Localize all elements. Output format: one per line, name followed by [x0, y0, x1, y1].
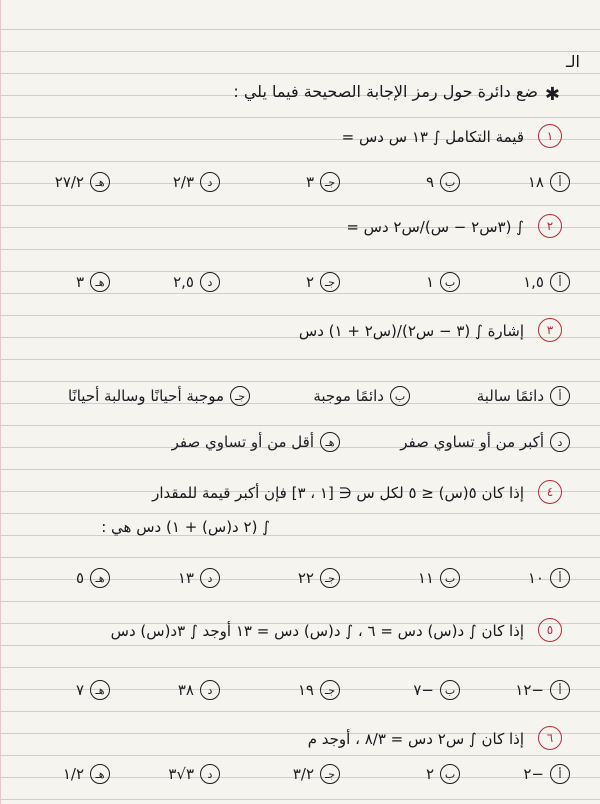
q6-option-1[interactable] — [523, 764, 570, 784]
question-number: ٦ — [538, 726, 562, 750]
question-1-stem: قيمة التكامل ∫ ١٣ س دس = — [341, 128, 524, 146]
option-letter-circle: ب — [440, 272, 460, 292]
question-6-stem: إذا كان ∫ س٢ دس = ٨/٣ ، أوجد م — [307, 730, 524, 748]
bullet-star-icon: ✱ — [544, 84, 560, 105]
option-letter-circle: أ — [550, 172, 570, 192]
q6-option-2[interactable] — [426, 764, 460, 784]
option-value: ٧ — [75, 681, 84, 699]
q6-option-4[interactable] — [168, 764, 220, 784]
option-text: موجبة أحيانًا وسالبة أحيانًا — [67, 387, 224, 405]
q5-option-5[interactable] — [76, 680, 110, 700]
option-text: أكبر من أو تساوي صفر — [400, 433, 544, 451]
q3-option-a[interactable] — [477, 386, 570, 406]
option-letter-circle: أ — [550, 764, 570, 784]
q3-option-b[interactable] — [313, 386, 410, 406]
question-number: ٤ — [538, 480, 562, 504]
margin-line — [0, 0, 1, 804]
option-value: ٣٨ — [177, 681, 194, 699]
q1-option-3[interactable] — [306, 172, 340, 192]
option-letter-circle: د — [200, 764, 220, 784]
option-text: دائمًا موجبة — [313, 387, 384, 405]
option-letter-circle: هـ — [320, 432, 340, 452]
question-4-line2: ∫ (٢ د(س) + ١) دس هي : — [101, 518, 270, 536]
question-number: ٢ — [538, 214, 562, 238]
option-value: ١١ — [417, 569, 434, 587]
q1-option-2[interactable] — [426, 172, 460, 192]
question-number: ١ — [538, 124, 562, 148]
option-letter-circle: د — [200, 680, 220, 700]
option-value: ٢ — [425, 765, 434, 783]
option-letter-circle: ب — [440, 680, 460, 700]
question-number: ٣ — [538, 318, 562, 342]
option-value: ٢/٣ — [172, 173, 194, 191]
option-letter-circle: د — [200, 568, 220, 588]
option-letter-circle: ب — [440, 764, 460, 784]
option-letter-circle: د — [200, 172, 220, 192]
q4-option-3[interactable] — [298, 568, 340, 588]
option-letter-circle: أ — [550, 386, 570, 406]
option-letter-circle: جـ — [320, 272, 340, 292]
q5-option-1[interactable] — [515, 680, 570, 700]
q2-option-4[interactable] — [173, 272, 220, 292]
option-value: ٥ — [75, 569, 84, 587]
option-letter-circle: هـ — [90, 272, 110, 292]
q3-option-e[interactable] — [172, 432, 340, 452]
question-2-stem: ∫ (٣س٢ − س)/س٢ دس = — [346, 218, 524, 236]
question-4-line1: إذا كان ٥(س) ≤ ٥ لكل س ∈ [١ ، ٣] فإن أكبر قيمة للمقدار — [152, 484, 524, 502]
option-letter-circle: جـ — [320, 680, 340, 700]
option-value: ١٣ — [177, 569, 194, 587]
option-value: −٧ — [413, 681, 434, 699]
q2-option-2[interactable] — [426, 272, 460, 292]
option-letter-circle: هـ — [90, 680, 110, 700]
option-value: ١٠ — [527, 569, 544, 587]
option-value: ١,٥ — [523, 273, 544, 291]
q4-option-1[interactable] — [528, 568, 570, 588]
option-value: ٢,٥ — [173, 273, 194, 291]
option-value: ٩ — [425, 173, 434, 191]
q5-option-2[interactable] — [413, 680, 460, 700]
option-value: ١ — [425, 273, 434, 291]
option-value: −٢ — [523, 765, 544, 783]
q3-option-c[interactable] — [68, 386, 250, 406]
q2-option-1[interactable] — [523, 272, 570, 292]
q3-option-d[interactable] — [400, 432, 570, 452]
q1-option-1[interactable] — [528, 172, 570, 192]
q2-option-3[interactable] — [306, 272, 340, 292]
q4-option-5[interactable] — [76, 568, 110, 588]
option-value: ٣/٢ — [292, 765, 314, 783]
option-letter-circle: هـ — [90, 568, 110, 588]
option-value: ١٩ — [297, 681, 314, 699]
option-value: ٢ — [305, 273, 314, 291]
option-value: ١٨ — [527, 173, 544, 191]
question-3-stem: إشارة ∫ (٣ − س٢)/(س٢ + ١) دس — [298, 322, 524, 340]
q4-option-4[interactable] — [178, 568, 220, 588]
instruction-heading: ضع دائرة حول رمز الإجابة الصحيحة فيما يلي : — [233, 82, 538, 101]
option-letter-circle: ب — [390, 386, 410, 406]
option-letter-circle: جـ — [230, 386, 250, 406]
question-5-stem: إذا كان ∫ د(س) دس = ٦ ، ∫ د(س) دس = ١٣ أوجد ∫ ٣د(س) دس — [110, 622, 524, 640]
question-number: ٥ — [538, 618, 562, 642]
option-letter-circle: جـ — [320, 172, 340, 192]
q5-option-3[interactable] — [298, 680, 340, 700]
q6-option-3[interactable] — [293, 764, 340, 784]
option-letter-circle: أ — [550, 568, 570, 588]
page-corner-label: الـ — [565, 52, 580, 71]
option-letter-circle: ب — [440, 172, 460, 192]
q1-option-5[interactable] — [55, 172, 110, 192]
q5-option-4[interactable] — [178, 680, 220, 700]
option-value: ٣ — [75, 273, 84, 291]
q6-option-5[interactable] — [63, 764, 110, 784]
option-value: ٣ — [305, 173, 314, 191]
option-letter-circle: جـ — [320, 764, 340, 784]
option-value: ٣√٣ — [168, 765, 194, 783]
option-value: −١٢ — [515, 681, 544, 699]
option-letter-circle: د — [200, 272, 220, 292]
option-letter-circle: هـ — [90, 764, 110, 784]
option-letter-circle: جـ — [320, 568, 340, 588]
option-text: أقل من أو تساوي صفر — [171, 433, 314, 451]
option-letter-circle: أ — [550, 272, 570, 292]
option-letter-circle: هـ — [90, 172, 110, 192]
option-letter-circle: أ — [550, 680, 570, 700]
option-value: ٢٢ — [297, 569, 314, 587]
q1-option-4[interactable] — [173, 172, 220, 192]
q2-option-5[interactable] — [76, 272, 110, 292]
option-letter-circle: ب — [440, 568, 460, 588]
option-value: ١/٢ — [62, 765, 84, 783]
q4-option-2[interactable] — [418, 568, 460, 588]
option-value: ٢٧/٢ — [54, 173, 84, 191]
option-letter-circle: د — [550, 432, 570, 452]
option-text: دائمًا سالبة — [476, 387, 544, 405]
